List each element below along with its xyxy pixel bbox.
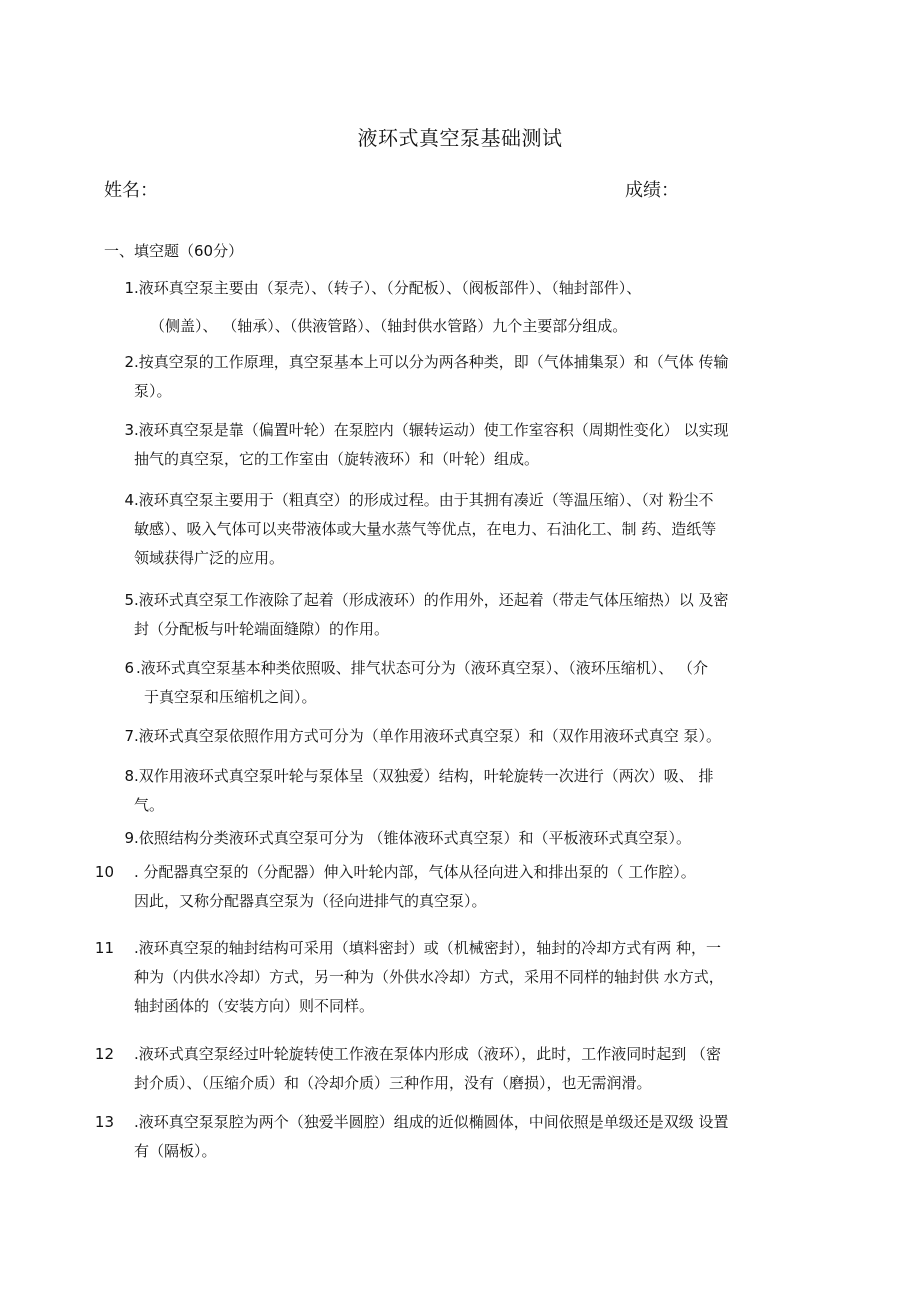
- question-number: 8: [124, 767, 134, 785]
- question-text-line: .液环式真空泵经过叶轮旋转使工作液在泵体内形成（液环），此时，工作液同时起到 （密: [134, 1045, 722, 1063]
- question-text-line: 于真空泵和压缩机之间）。: [144, 688, 317, 706]
- question-text-line: .液环真空泵的轴封结构可采用（填料密封）或（机械密封），轴封的冷却方式有两 种，一: [134, 939, 722, 957]
- section-heading: 一、填空题（60分）: [104, 242, 244, 260]
- question-text-line: 种为（内供水冷却）方式，另一种为（外供水冷却）方式，采用不同样的轴封供 水方式，: [134, 968, 724, 986]
- question-number: 10: [94, 863, 114, 881]
- question-text-line: .液环式真空泵依照作用方式可分为（单作用液环式真空泵）和（双作用液环式真空 泵）。: [134, 727, 722, 745]
- question-number: 5: [124, 591, 134, 609]
- question-number: 2: [124, 353, 134, 371]
- question-number: 4: [124, 491, 134, 509]
- question-text-line: .液环真空泵泵腔为两个（独爱半圆腔）组成的近似椭圆体，中间依照是单级还是双级 设置: [134, 1113, 729, 1131]
- question-text-line: （侧盖）、 （轴承）、（供液管路）、（轴封供水管路）九个主要部分组成。: [150, 317, 628, 335]
- question-text-line: 封介质）、（压缩介质）和（冷却介质）三种作用，没有（磨损），也无需润滑。: [134, 1074, 652, 1092]
- name-label: 姓名：: [104, 180, 158, 201]
- question-text-line: .液环真空泵主要用于（粗真空）的形成过程。由于其拥有凑近（等温压缩）、（对 粉尘不: [134, 491, 714, 509]
- question-text-line: 领域获得广泛的应用。: [134, 549, 285, 567]
- page-title: 液环式真空泵基础测试: [357, 126, 563, 150]
- question-number: 12: [94, 1045, 114, 1063]
- question-text-line: .液环式真空泵工作液除了起着（形成液环）的作用外，还起着（带走气体压缩热）以 及密: [134, 591, 729, 609]
- question-text-line: 有（隔板）。: [134, 1142, 217, 1160]
- question-text-line: .液环式真空泵基本种类依照吸、排气状态可分为（液环真空泵）、（液环压缩机）、 （介: [136, 659, 709, 677]
- question-number: 7: [124, 727, 134, 745]
- question-number: 11: [94, 939, 114, 957]
- question-text-line: 因此，又称分配器真空泵为（径向进排气的真空泵）。: [134, 892, 487, 910]
- question-number: 3: [124, 421, 134, 439]
- question-text-line: 气。: [134, 796, 165, 814]
- question-text-line: 抽气的真空泵，它的工作室由（旋转液环）和（叶轮）组成。: [134, 450, 540, 468]
- question-text-line: .双作用液环式真空泵叶轮与泵体呈（双独爱）结构，叶轮旋转一次进行（两次）吸、 排: [134, 767, 714, 785]
- question-text-line: .依照结构分类液环式真空泵可分为 （锥体液环式真空泵）和（平板液环式真空泵）。: [134, 829, 692, 847]
- question-text-line: .液环真空泵主要由（泵壳）、（转子）、（分配板）、（阀板部件）、（轴封部件）、: [134, 279, 642, 297]
- question-text-line: . 分配器真空泵的（分配器）伸入叶轮内部，气体从径向进入和排出泵的（ 工作腔）。: [134, 863, 696, 881]
- question-text-line: .液环真空泵是靠（偏置叶轮）在泵腔内（辗转运动）使工作室容积（周期性变化） 以实现: [134, 421, 729, 439]
- question-text-line: 敏感）、吸入气体可以夹带液体或大量水蒸气等优点，在电力、石油化工、制 药、造纸等: [134, 520, 717, 538]
- question-text-line: 轴封函体的（安装方向）则不同样。: [134, 997, 375, 1015]
- question-number: 13: [94, 1113, 114, 1131]
- question-number: 9: [124, 829, 134, 847]
- question-text-line: .按真空泵的工作原理，真空泵基本上可以分为两各种类，即（气体捕集泵）和（气体 传输: [134, 353, 729, 371]
- score-label: 成绩：: [625, 180, 679, 201]
- question-text-line: 封（分配板与叶轮端面缝隙）的作用。: [134, 620, 390, 638]
- question-text-line: 泵）。: [134, 382, 172, 400]
- question-number: 1: [124, 279, 134, 297]
- question-number: 6: [124, 659, 134, 677]
